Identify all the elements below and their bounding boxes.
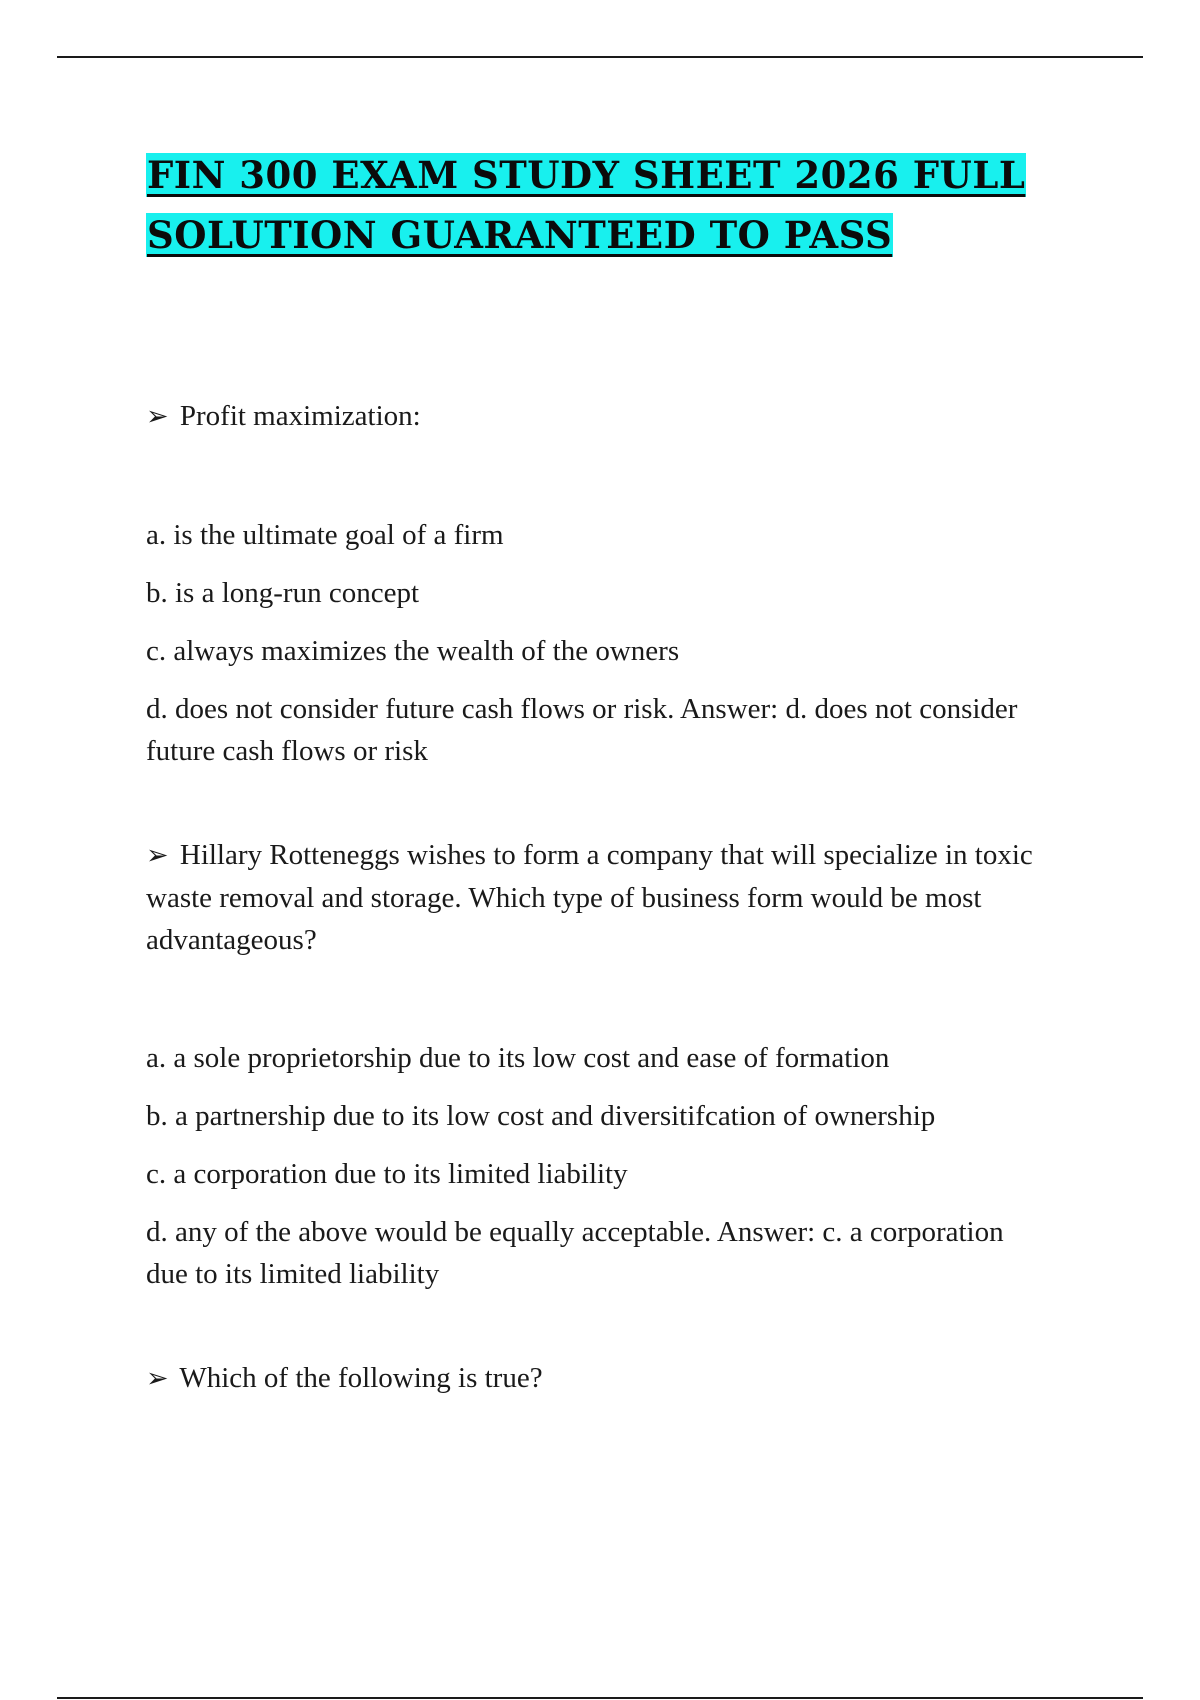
answer-options [146,1037,1046,1295]
footer-rule [57,1697,1143,1699]
question-block-2 [146,834,1046,1295]
option-d: d. does not consider future cash flows or risk. Answer: d. does not consider future cash flows or risk [146,693,1018,767]
option-c: c. a corporation due to its limited liability [146,1158,628,1190]
option-c: c. always maximizes the wealth of the owners [146,635,680,667]
option-b: b. a partnership due to its low cost and diversitifcation of ownership [146,1100,936,1132]
question-text: Hillary Rotteneggs wishes to form a company that will specialize in toxic waste removal and storage. Which type of business form would be most advantageous? [146,839,1033,956]
option-a: a. a sole proprietorship due to its low cost and ease of formation [146,1042,890,1074]
document-title [146,145,1046,265]
question-text: Profit maximization: [179,400,421,432]
question-prompt [146,395,1046,438]
question-prompt [146,834,1046,961]
option-b: b. is a long-run concept [146,577,420,609]
answer-options [146,514,1046,772]
question-block-3 [146,1357,1046,1400]
title-highlight: FIN 300 EXAM STUDY SHEET 2026 FULL SOLUTION GUARANTEED TO PASS [147,153,1026,257]
question-block-1 [146,395,1046,772]
question-prompt [146,1357,1046,1400]
header-rule [57,56,1143,58]
arrow-bullet-icon: ➢ [146,840,169,871]
document-body [146,395,1046,1400]
option-d: d. any of the above would be equally acceptable. Answer: c. a corporation due to its limited liability [146,1216,1004,1290]
option-a: a. is the ultimate goal of a firm [146,519,504,551]
arrow-bullet-icon: ➢ [146,1363,169,1394]
question-text: Which of the following is true? [179,1362,543,1394]
arrow-bullet-icon: ➢ [146,401,169,432]
